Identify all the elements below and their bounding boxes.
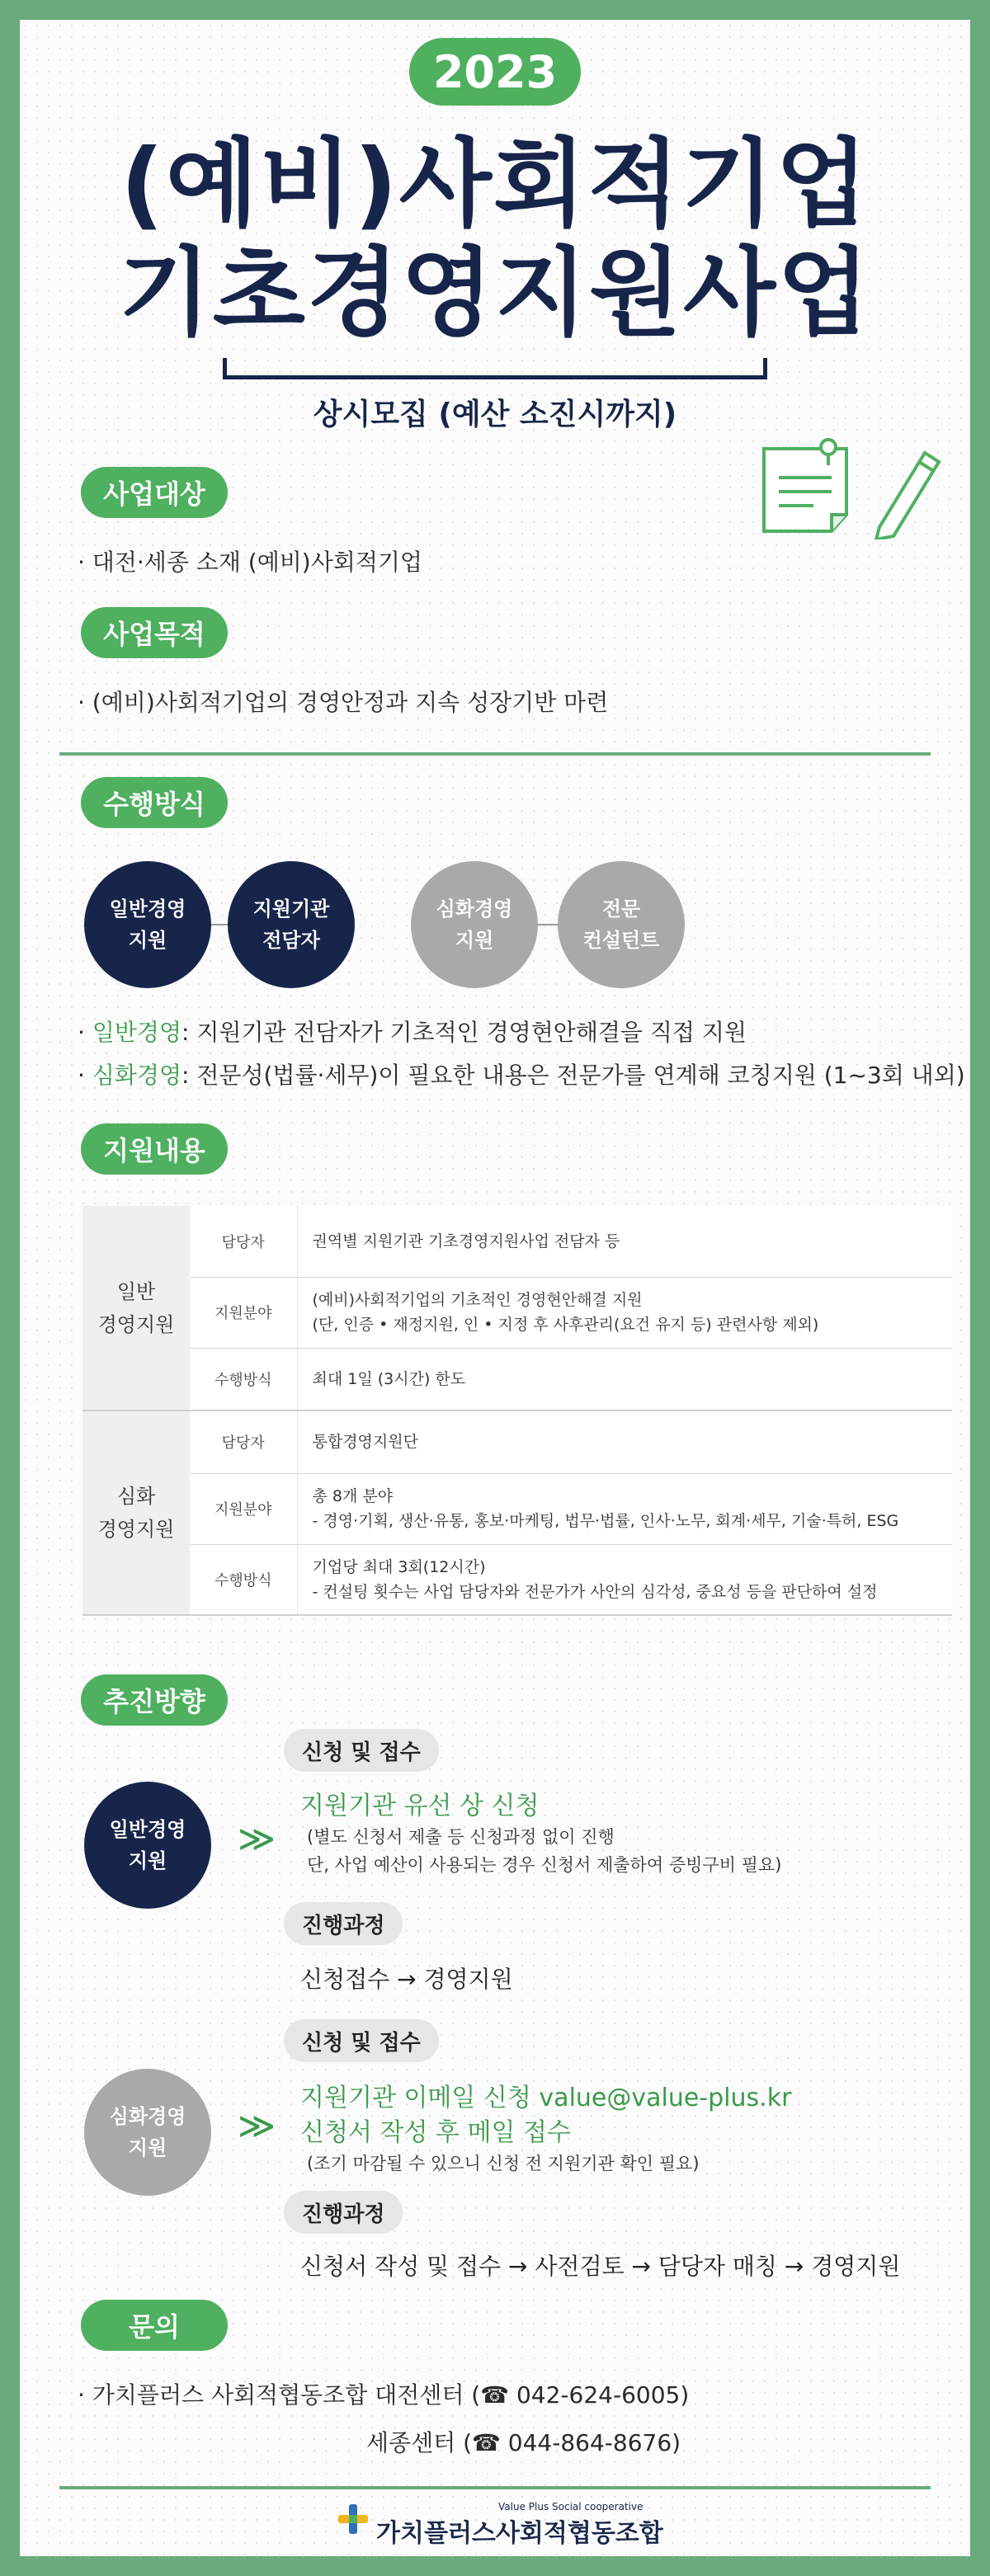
table-row [82, 1544, 952, 1615]
inquiry-line-2: 세종센터 (☎ 044-864-8676) [366, 2429, 681, 2456]
table-row [82, 1473, 952, 1544]
row-value [297, 1544, 952, 1615]
row-value [297, 1410, 952, 1473]
value-line: 통합경영지원단 [312, 1433, 418, 1452]
apply-note: 단, 사업 예산이 사용되는 경우 신청서 제출하여 증빙구비 필요) [307, 1855, 782, 1875]
circle-line: 지원기관 [252, 897, 330, 921]
method-circle-general [84, 861, 211, 988]
table-row [82, 1348, 952, 1410]
row-value [297, 1348, 952, 1410]
logo-cross-icon [337, 2503, 370, 2536]
value-line: 기업당 최대 3회(12시간) [312, 1557, 486, 1576]
apply-main: 지원기관 이메일 신청 value@value-plus.kr [300, 2084, 792, 2112]
process-text: 신청서 작성 및 접수 → 사전검토 → 담당자 매칭 → 경영지원 [300, 2253, 901, 2280]
circle-line: 일반경영 [109, 897, 186, 921]
circle-line: 심화경영 [109, 2105, 186, 2128]
bullet-rest: : 전문성(법률·세무)이 필요한 내용은 전문가를 연계해 코칭지원 (1~3회 내외) [182, 1062, 965, 1089]
apply-main: 지원기관 유선 상 신청 [300, 1792, 540, 1820]
circle-line: 심화경영 [436, 897, 513, 921]
apply-tag: 신청 및 접수 [284, 2019, 439, 2062]
method-circle-agency [228, 861, 355, 988]
circle-line: 일반경영 [109, 1818, 186, 1841]
circle-line: 전문 [601, 897, 641, 921]
logo-name: 가치플러스사회적협동조합 [376, 2519, 663, 2548]
row-label: 지원분야 [190, 1473, 297, 1544]
value-line: 권역별 지원기관 기초경영지원사업 전담자 등 [312, 1231, 620, 1250]
circle-line: 지원 [128, 1849, 167, 1872]
memo-pencil-icon [756, 432, 945, 539]
direction-circle-general [84, 1782, 211, 1909]
group-name: 경영지원 [97, 1312, 175, 1336]
process-tag: 진행과정 [284, 1902, 403, 1945]
row-value [297, 1206, 952, 1277]
logo-english: Value Plus Social cooperative [498, 2501, 644, 2512]
circle-line: 전담자 [262, 929, 320, 952]
section-divider [59, 752, 931, 756]
row-label: 지원분야 [190, 1277, 297, 1348]
value-line: - 컨설팅 횟수는 사업 담당자와 전문가가 사안의 심각성, 중요성 등을 판단하여 설정 [312, 1582, 878, 1601]
subtitle: 상시모집 (예산 소진시까지) [313, 398, 677, 431]
process-text: 신청접수 → 경영지원 [300, 1966, 513, 1993]
section-target-pill: 사업대상 [81, 467, 228, 518]
apply-tag: 신청 및 접수 [284, 1729, 439, 1772]
support-content-table [82, 1206, 952, 1616]
year-badge: 2023 [409, 38, 581, 106]
chevron-right-icon: ≫ [238, 2105, 276, 2147]
value-line: 최대 1일 (3시간) 한도 [312, 1369, 466, 1388]
group-name: 일반 [116, 1279, 156, 1303]
purpose-text: · (예비)사회적기업의 경영안정과 지속 성장기반 마련 [78, 689, 609, 716]
bullet-highlight: 심화경영 [92, 1062, 182, 1089]
table-row [82, 1206, 952, 1277]
value-line: (예비)사회적기업의 기초적인 경영현안해결 지원 [312, 1291, 643, 1309]
title-line-1: (예비)사회적기업 [120, 129, 870, 240]
table-row [82, 1410, 952, 1473]
value-line: - 경영·기획, 생산·유통, 홍보·마케팅, 법무·법률, 인사·노무, 회계·세무, 기술·특허, ESG [312, 1512, 899, 1530]
method-bullet-advanced [78, 1057, 965, 1090]
circle-line: 지원 [455, 929, 494, 952]
bullet-prefix: · [78, 1019, 92, 1046]
process-tag: 진행과정 [284, 2191, 403, 2234]
group-advanced [82, 1410, 190, 1615]
section-direction-pill: 추진방향 [81, 1674, 228, 1726]
bullet-prefix: · [78, 1062, 92, 1089]
row-label: 담당자 [190, 1206, 297, 1277]
row-label: 수행방식 [190, 1348, 297, 1410]
bullet-rest: : 지원기관 전담자가 기초적인 경영현안해결을 직접 지원 [182, 1019, 747, 1046]
table-row [82, 1277, 952, 1348]
apply-note: (별도 신청서 제출 등 신청과정 없이 진행 [307, 1827, 615, 1847]
direction-circle-advanced [84, 2069, 211, 2196]
row-value [297, 1473, 952, 1544]
title-bracket-rule [223, 358, 767, 379]
circle-line: 컨설턴트 [582, 929, 660, 952]
group-general [82, 1206, 190, 1410]
poster-sheet [20, 20, 970, 2556]
apply-note: (조기 마감될 수 있으니 신청 전 지원기관 확인 필요) [307, 2154, 700, 2173]
chevron-right-icon: ≫ [238, 1818, 276, 1860]
row-value [297, 1277, 952, 1348]
title-line-2: 기초경영지원사업 [118, 238, 872, 349]
value-line: 총 8개 분야 [312, 1487, 394, 1505]
section-content-pill: 지원내용 [81, 1123, 228, 1175]
method-circle-consultant [558, 861, 685, 988]
group-name: 경영지원 [97, 1518, 175, 1541]
target-text: · 대전·세종 소재 (예비)사회적기업 [78, 549, 422, 576]
value-line: (단, 인증 • 재정지원, 인 • 지정 후 사후관리(요건 유지 등) 관련사항 제외) [312, 1316, 819, 1334]
section-method-pill: 수행방식 [81, 777, 228, 828]
bullet-highlight: 일반경영 [92, 1019, 182, 1046]
row-label: 수행방식 [190, 1544, 297, 1615]
circle-line: 지원 [128, 929, 167, 952]
group-name: 심화 [116, 1485, 156, 1508]
inquiry-line-1: · 가치플러스 사회적협동조합 대전센터 (☎ 042-624-6005) [78, 2381, 690, 2409]
footer-divider [59, 2486, 931, 2489]
section-inquiry-pill: 문의 [81, 2300, 228, 2351]
row-label: 담당자 [190, 1410, 297, 1473]
method-circle-advanced [411, 861, 538, 988]
circle-line: 지원 [128, 2136, 167, 2159]
section-purpose-pill: 사업목적 [81, 607, 228, 658]
method-bullet-general [78, 1015, 747, 1048]
apply-main: 신청서 작성 후 메일 접수 [300, 2118, 571, 2147]
